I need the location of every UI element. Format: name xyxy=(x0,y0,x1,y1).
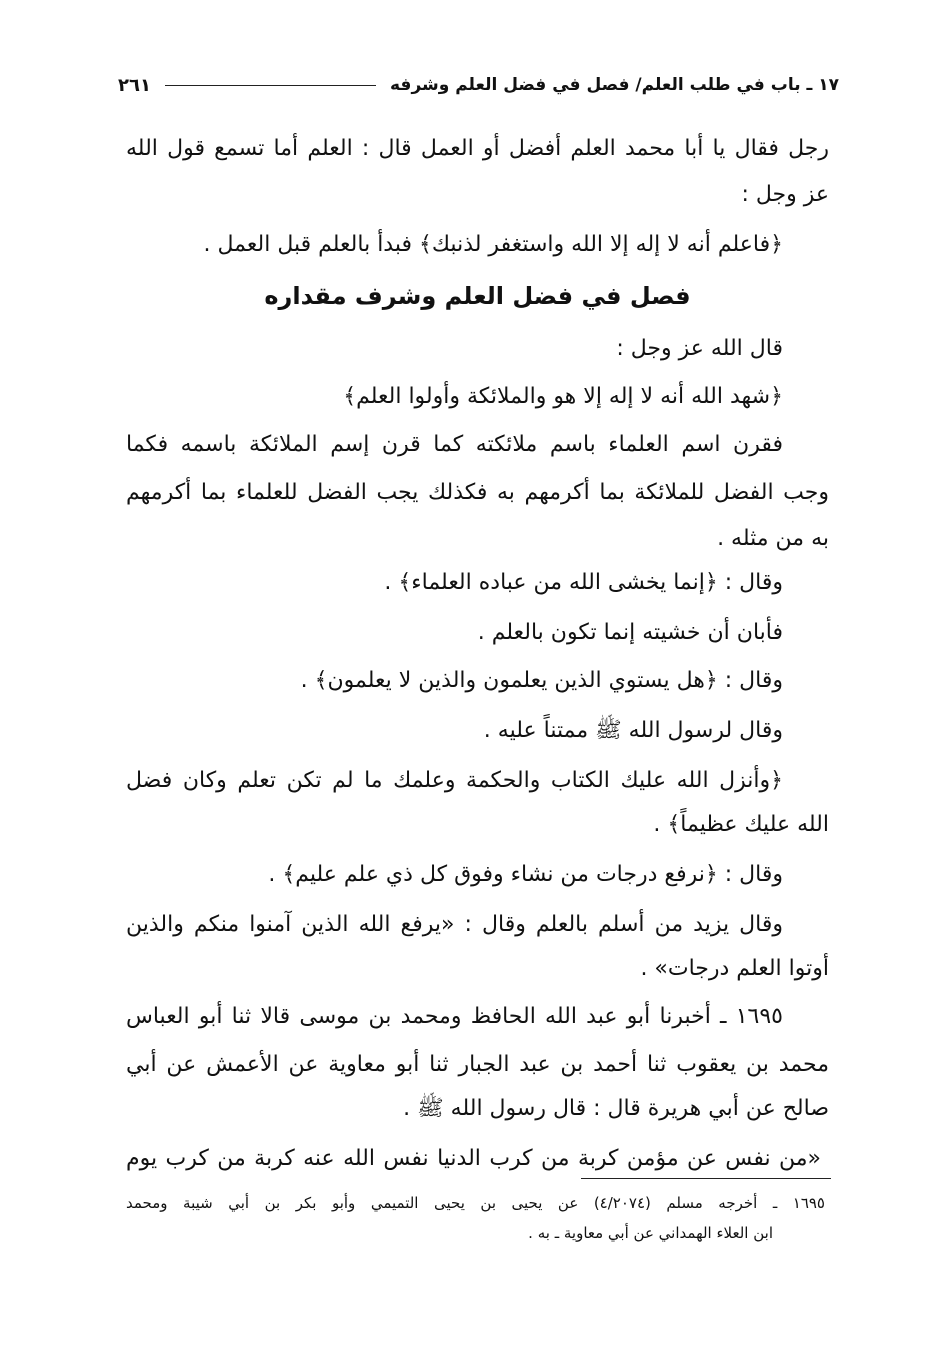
quran-verse: وقال : ﴿نرفع درجات من نشاء وفوق كل ذي علم عليم﴾ . xyxy=(268,862,783,887)
footnote-line: ١٦٩٥ ـ أخرجه مسلم (٤/٢٠٧٤) عن يحيى بن يحيى التميمي وأبو بكر بن أبي شيبة ومحمد xyxy=(126,1194,825,1212)
text-line: وجب الفضل للملائكة بما أكرمهم به فكذلك يجب الفضل للعلماء بما أكرمهم xyxy=(126,480,829,505)
text-line: به من مثله . xyxy=(717,526,829,551)
text-line: فقرن اسم العلماء باسم ملائكته كما قرن إسم الملائكة باسمه فكما xyxy=(126,432,783,457)
quran-verse: وقال : ﴿إنما يخشى الله من عباده العلماء﴾ . xyxy=(384,570,783,595)
text-line: صالح عن أبي هريرة قال : قال رسول الله ﷺ . xyxy=(403,1096,829,1121)
hadith-number-line: ١٦٩٥ ـ أخبرنا أبو عبد الله الحافظ ومحمد بن موسى قالا ثنا أبو العباس xyxy=(126,1004,783,1029)
quran-verse: وقال : ﴿هل يستوي الذين يعلمون والذين لا يعلمون﴾ . xyxy=(300,668,783,693)
text-line: أوتوا العلم درجات» . xyxy=(640,956,829,981)
header-rule xyxy=(165,85,376,86)
quran-verse: ﴿فاعلم أنه لا إله إلا الله واستغفر لذنبك﴾ فبدأ بالعلم قبل العمل . xyxy=(203,232,783,257)
quran-verse: ﴿وأنزل الله عليك الكتاب والحكمة وعلمك ما لم تكن تعلم وكان فضل xyxy=(126,768,783,793)
footnote-line: ابن العلاء الهمداني عن أبي معاوية ـ به . xyxy=(528,1224,773,1242)
running-header xyxy=(118,68,839,102)
text-line: قال الله عز وجل : xyxy=(616,336,783,361)
quran-verse: الله عليك عظيماً﴾ . xyxy=(653,812,829,837)
text-line: فأبان أن خشيته إنما تكون بالعلم . xyxy=(477,620,783,645)
quran-verse: ﴿شهد الله أنه لا إله إلا هو والملائكة وأولوا العلم﴾ xyxy=(343,384,783,409)
text-line: وقال لرسول الله ﷺ ممتناً عليه . xyxy=(483,718,783,743)
text-line: وقال يزيد من أسلم بالعلم وقال : «يرفع الله الذين آمنوا منكم والذين xyxy=(126,912,783,937)
page-number: ٢٦١ xyxy=(118,74,151,96)
text-line: رجل فقال يا أبا محمد العلم أفضل أو العمل قال : العلم أما تسمع قول الله xyxy=(126,136,829,161)
footnote-rule xyxy=(581,1178,831,1179)
text-line: عز وجل : xyxy=(741,182,829,207)
text-line: محمد بن يعقوب ثنا أحمد بن عبد الجبار ثنا أبو معاوية عن الأعمش عن أبي xyxy=(126,1052,829,1077)
section-title: فصل في فضل العلم وشرف مقداره xyxy=(264,282,691,310)
hadith-text: «من نفس عن مؤمن كربة من كرب الدنيا نفس الله عنه كربة من كرب يوم xyxy=(126,1146,821,1171)
running-title: ١٧ ـ باب في طلب العلم/ فصل في فضل العلم وشرفه xyxy=(390,75,839,95)
